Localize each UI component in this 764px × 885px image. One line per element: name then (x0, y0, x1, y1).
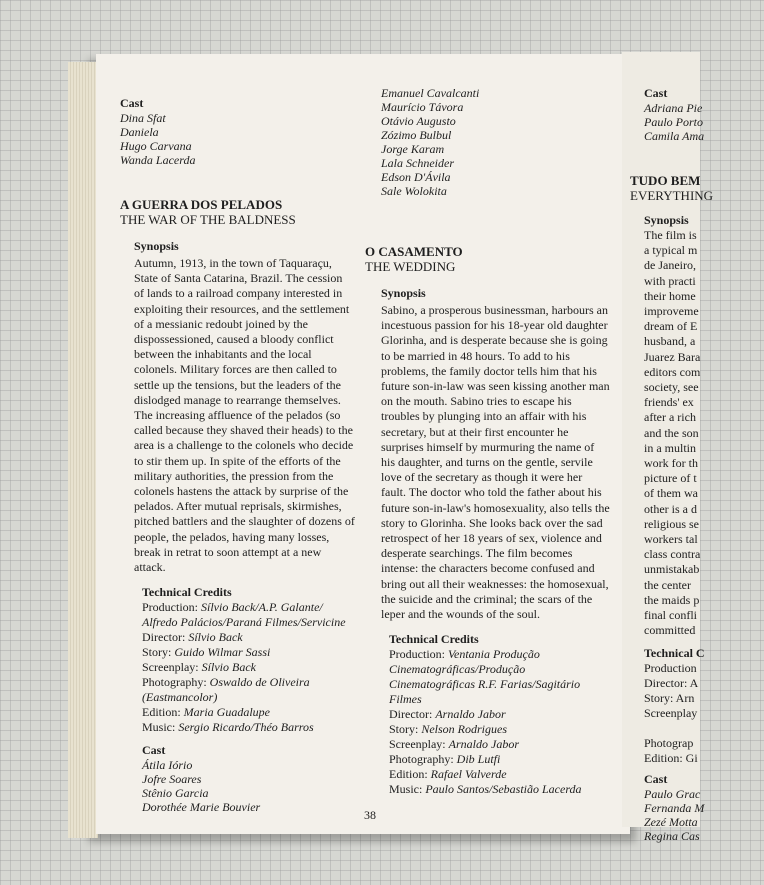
synopsis-line: and the son (644, 425, 699, 440)
credit-label: Director: (389, 707, 436, 722)
middle-column (365, 86, 610, 797)
synopsis-line: committed (644, 623, 696, 638)
cast-member: Átila Iório (142, 758, 193, 773)
credit-value: Arnaldo Jabor (448, 737, 519, 752)
credit-row (142, 630, 355, 645)
synopsis-heading: Synopsis (134, 239, 179, 253)
synopsis-line: religious se (644, 516, 699, 531)
cast-member: Otávio Augusto (381, 114, 456, 128)
synopsis-line: Juarez Bara (644, 349, 701, 364)
synopsis-line: dream of E (644, 319, 698, 334)
synopsis-line: improveme (644, 304, 699, 319)
credit-value: Paulo Santos/Sebastião Lacerda (425, 782, 582, 797)
right-page-column (630, 86, 764, 844)
credit-label: Edition: (142, 705, 184, 720)
synopsis-line: a typical m (644, 243, 698, 258)
synopsis-line: friends' ex (644, 395, 694, 410)
credit-value: Dib Lutfi (456, 752, 501, 767)
film-title-english: EVERYTHING (630, 188, 714, 203)
credit-label: Story: (142, 645, 175, 660)
synopsis-line: of them wa (644, 486, 698, 501)
cast-list (120, 111, 355, 167)
cast-member: Emanuel Cavalcanti (381, 86, 480, 100)
credit-row (142, 600, 355, 630)
credit-value: Sílvio Back (201, 660, 256, 675)
film-title: TUDO BEM (630, 173, 701, 188)
synopsis-line: their home (644, 288, 696, 303)
credit-line: Director: A (644, 676, 699, 691)
credit-row (389, 737, 610, 752)
credit-label: Production: (142, 600, 201, 615)
credit-line (644, 721, 764, 736)
credit-row (142, 705, 355, 720)
credits-list (644, 661, 764, 766)
credit-value: Nelson Rodrigues (421, 722, 508, 737)
synopsis-line: other is a d (644, 501, 697, 516)
credit-label: Director: (142, 630, 189, 645)
film-title-english: THE WEDDING (365, 259, 456, 274)
cast-member: Fernanda M (644, 801, 705, 816)
credit-label: Music: (142, 720, 179, 735)
page-number: 38 (364, 808, 376, 822)
cast-member: Hugo Carvana (120, 139, 192, 153)
page-edges (68, 62, 98, 838)
credit-label: Production: (389, 647, 448, 662)
credit-line: Photograp (644, 736, 694, 751)
synopsis-line: editors com (644, 364, 701, 379)
cast-member: Paulo Porto (644, 115, 703, 129)
credits-list (120, 600, 355, 735)
credit-row (142, 660, 355, 675)
synopsis-line: society, see (644, 380, 699, 395)
synopsis-line: the center (644, 577, 691, 592)
credit-value: Sílvio Back/A.P. Galante/ Alfredo Palácios/Paraná Filmes/Servicine (142, 600, 346, 630)
cast-member: Daniela (120, 125, 159, 139)
credit-row (389, 782, 610, 797)
cast-heading: Cast (120, 96, 144, 110)
cast-member: Jofre Soares (142, 772, 202, 787)
synopsis-heading: Synopsis (644, 213, 689, 227)
synopsis-line: work for th (644, 456, 698, 471)
cast-member: Zezé Motta (644, 815, 698, 830)
cast-member: Paulo Grac (644, 787, 701, 802)
cast-heading-2: Cast (644, 772, 668, 787)
synopsis-line: workers tal (644, 532, 698, 547)
cast-member: Edson D'Ávila (381, 170, 451, 184)
credit-label: Music: (389, 782, 426, 797)
cast-member: Sale Wolokita (381, 184, 447, 198)
film-title-english: THE WAR OF THE BALDNESS (120, 212, 296, 227)
cast-member: Zózimo Bulbul (381, 128, 452, 142)
synopsis-line: after a rich (644, 410, 696, 425)
synopsis-line: class contra (644, 547, 701, 562)
credit-value: Guido Wilmar Sassi (174, 645, 271, 660)
technical-credits-heading: Technical Credits (389, 632, 479, 647)
credit-line: Story: Arn (644, 691, 695, 706)
synopsis-text (644, 228, 764, 638)
credit-value: Rafael Valverde (430, 767, 507, 782)
credit-row (389, 707, 610, 722)
credit-row (142, 720, 355, 735)
synopsis-line: unmistakab (644, 562, 700, 577)
cast-heading-2: Cast (142, 743, 166, 758)
credit-row (389, 752, 610, 767)
technical-credits-heading: Technical Credits (142, 585, 232, 600)
credit-label: Photography: (389, 752, 457, 767)
cast-member: Maurício Távora (381, 100, 464, 114)
synopsis-heading: Synopsis (381, 286, 426, 300)
synopsis-line: final confli (644, 608, 697, 623)
film-title: A GUERRA DOS PELADOS (120, 197, 283, 212)
synopsis-line: picture of t (644, 471, 697, 486)
synopsis-text: Autumn, 1913, in the town of Taquaraçu, State of Santa Catarina, Brazil. The cession of lands to a railroad company interested in exploiting their resources, and the settlement of a messianic redoubt joined by the dispossessioned, caused a bloody conflict between the inhabitants and the local colonels. Military forces are then called to settle up the tensions, but the leaders of the dislodged manage to rearrange themselves. The increasing affluence of the pelados (so called because they shaved their heads) to the area is a challenge to the colonels who decide to stir them up. In spite of the efforts of the military authorities, the pression from the colonels hastens the attack by surprise of the pelados. After mutual reprisals, skirmishes, pitched battlers and the slaughter of dozens of people, the pelados, having many losses, break in retrat to soon attempt at a new attack. (134, 256, 355, 575)
credit-row (142, 645, 355, 660)
credit-value: Sílvio Back (188, 630, 243, 645)
cast-member: Adriana Pie (644, 101, 703, 115)
synopsis-line: de Janeiro, (644, 258, 696, 273)
credit-line: Screenplay (644, 706, 698, 721)
credits-list (365, 647, 610, 797)
left-column (120, 96, 355, 814)
credit-value: Sergio Ricardo/Théo Barros (178, 720, 314, 735)
cast-list-2 (644, 787, 764, 843)
cast-heading: Cast (644, 86, 668, 100)
credit-label: Screenplay: (142, 660, 202, 675)
cast-member: Dina Sfat (120, 111, 166, 125)
credit-label: Edition: (389, 767, 431, 782)
cast-member: Jorge Karam (381, 142, 445, 156)
credit-line: Edition: Gi (644, 751, 698, 766)
credit-label: Screenplay: (389, 737, 449, 752)
synopsis-line: in a multin (644, 440, 696, 455)
synopsis-text: Sabino, a prosperous businessman, harbours an incestuous passion for his 18-year old daughter Glorinha, and is desperate because she is going to be married in 48 hours. To add to his problems, the family doctor tells him that his future son-in-law was seen kissing another man on the mouth. Sabino tries to escape his troubles by plunging into an affair with his secretary, but at their first encounter he surprises himself by murmuring the name of his daughter, and turns on the gentle, servile love of the secretary as though it were her fault. The doctor who told the father about his future son-in-law's homosexuality, also tells the story to Glorinha. She looks back over the sad retrospect of her 18 years of sex, violence and desperate searchings. The film becomes intense: the characters become confused and bring out all their weaknesses: the homosexual, the suicide and the criminal; the scars of the leper and the wounds of the soul. (381, 303, 610, 622)
credit-row (389, 767, 610, 782)
synopsis-line: husband, a (644, 334, 696, 349)
film-title: O CASAMENTO (365, 244, 463, 259)
cast-member: Wanda Lacerda (120, 153, 196, 167)
cast-member: Regina Cas (644, 829, 700, 844)
cast-list-2 (120, 758, 355, 814)
cast-member: Dorothée Marie Bouvier (142, 800, 261, 815)
synopsis-line: with practi (644, 273, 696, 288)
credit-label: Photography: (142, 675, 210, 690)
cast-member: Camila Ama (644, 129, 705, 143)
technical-credits-heading: Technical C (644, 646, 705, 661)
credit-row (142, 675, 355, 705)
synopsis-line: The film is (644, 228, 697, 242)
synopsis-line: the maids p (644, 592, 700, 607)
cast-list (644, 101, 764, 143)
credit-label: Story: (389, 722, 422, 737)
credit-value: Arnaldo Jabor (435, 707, 506, 722)
credit-value: Maria Guadalupe (183, 705, 270, 720)
cast-list-continued (365, 86, 610, 198)
credit-row (389, 722, 610, 737)
cast-member: Lala Schneider (381, 156, 454, 170)
credit-value: Oswaldo de Oliveira (Eastmancolor) (142, 675, 310, 705)
credit-row (389, 647, 610, 707)
credit-line: Production (644, 661, 697, 676)
cast-member: Stênio Garcia (142, 786, 209, 801)
credit-value: Ventania Produção Cinematográficas/Produção Cinematográficas R.F. Farias/Sagitário Filmes (389, 647, 581, 707)
